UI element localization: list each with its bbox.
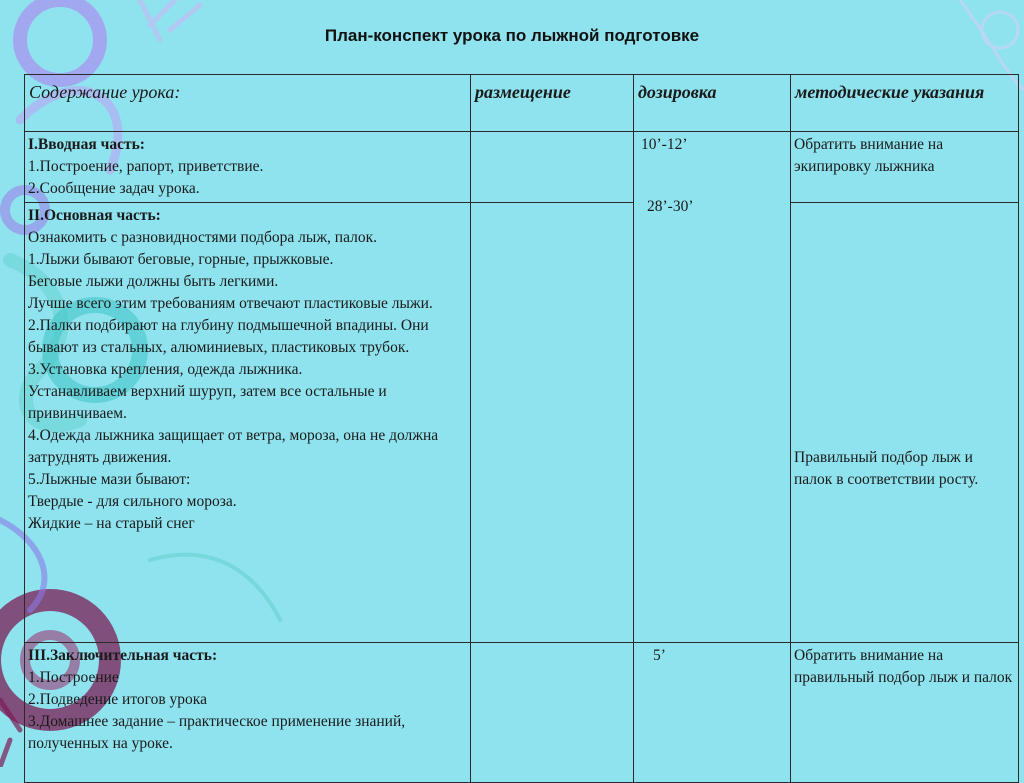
header-dosage: дозировка [634, 75, 791, 132]
intro-main-dosage [634, 132, 791, 643]
main-heading: II.Основная часть: [28, 207, 161, 224]
page-title: План-конспект урока по лыжной подготовке [324, 26, 700, 45]
main-line: Беговые лыжи должны быть легкими. [28, 273, 279, 290]
final-placement [471, 643, 634, 783]
intro-note: Обратить внимание на экипировку лыжника [791, 132, 1019, 203]
main-line: Твердые - для сильного мороза. [28, 493, 237, 510]
main-line: 3.Установка крепления, одежда лыжника. [28, 361, 303, 378]
final-dosage: 5’ [653, 647, 666, 664]
main-line: Ознакомить с разновидностями подбора лыж, палок. [28, 229, 377, 246]
main-content [25, 203, 471, 643]
intro-heading: I.Вводная часть: [28, 136, 145, 153]
final-heading: III.Заключительная часть: [28, 647, 218, 664]
intro-placement [471, 132, 634, 203]
main-line: 4.Одежда лыжника защищает от ветра, мороза, она не должна затруднять движения. [28, 427, 439, 466]
header-methodical: методические указания [791, 75, 1019, 132]
header-placement: размещение [471, 75, 634, 132]
main-line: 1.Лыжи бывают беговые, горные, прыжковые. [28, 251, 334, 268]
final-row [25, 643, 1019, 783]
main-note [791, 203, 1019, 643]
final-dosage-cell [634, 643, 791, 783]
final-line: 2.Подведение итогов урока [28, 691, 207, 708]
main-line: Лучше всего этим требованиям отвечают пластиковые лыжи. [28, 295, 433, 312]
final-content [25, 643, 471, 783]
final-note: Обратить внимание на правильный подбор лыж и палок [791, 643, 1019, 783]
main-line: Устанавливаем верхний шуруп, затем все остальные и привинчиваем. [28, 383, 387, 422]
header-row [25, 75, 1019, 132]
main-row [25, 203, 1019, 643]
intro-dosage: 10’-12’ [641, 136, 688, 153]
intro-line: 1.Построение, рапорт, приветствие. [28, 158, 264, 175]
intro-content [25, 132, 471, 203]
final-line: 1.Построение [28, 669, 119, 686]
intro-line: 2.Сообщение задач урока. [28, 180, 200, 197]
main-line: 2.Палки подбирают на глубину подмышечной впадины. Они бывают из стальных, алюминиевых, пластиковых трубок. [28, 317, 429, 356]
main-line: 5.Лыжные мази бывают: [28, 471, 191, 488]
main-line: Жидкие – на старый снег [28, 515, 195, 532]
main-note-text: Правильный подбор лыж и палок в соответствии росту. [794, 449, 979, 488]
final-line: 3.Домашнее задание – практическое применение знаний, полученных на уроке. [28, 713, 406, 752]
header-content: Содержание урока: [25, 75, 471, 132]
main-placement [471, 203, 634, 643]
intro-row [25, 132, 1019, 203]
main-dosage: 28’-30’ [647, 198, 694, 215]
lesson-plan-table [24, 74, 1019, 783]
